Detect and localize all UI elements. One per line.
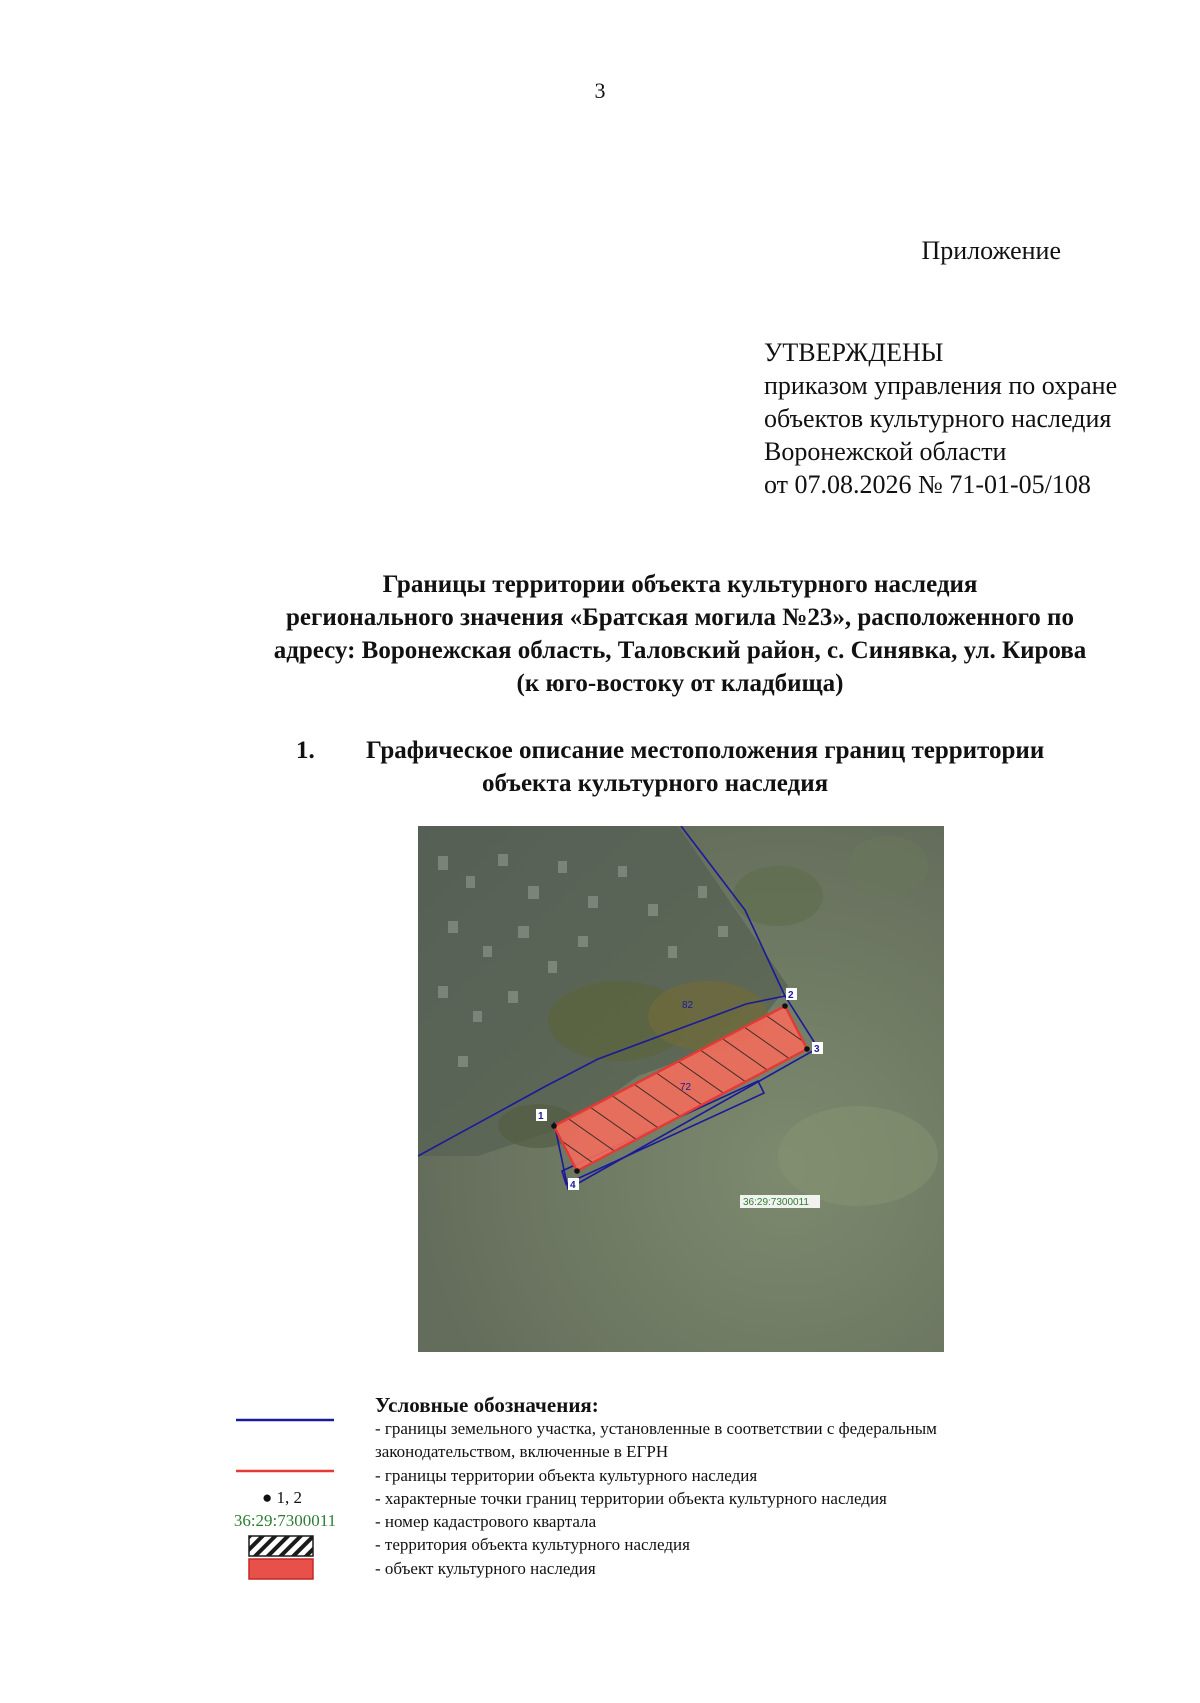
legend-object-text: - объект культурного наследия	[375, 1559, 596, 1578]
section-number: 1.	[296, 737, 315, 764]
cadastral-quarter-label: 36:29:7300011	[743, 1197, 809, 1208]
page-number: 3	[594, 78, 606, 103]
section-title-line: Графическое описание местоположения границ территории	[366, 737, 1045, 764]
legend-territory-text: - территория объекта культурного наследия	[375, 1535, 690, 1554]
legend-cadastral-text: - номер кадастрового квартала	[375, 1512, 597, 1531]
point-label-2: 2	[788, 990, 794, 1001]
legend-land-boundary-symbol	[236, 1417, 334, 1423]
appendix-label: Приложение	[921, 236, 1061, 265]
section-title-line: объекта культурного наследия	[482, 770, 829, 797]
legend-title: Условные обозначения:	[375, 1393, 599, 1417]
approval-heading: УТВЕРЖДЕНЫ	[764, 338, 944, 367]
legend-land-boundary-text: - границы земельного участка, установленные в соответствии с федеральным	[375, 1419, 937, 1438]
approval-block	[764, 336, 1117, 501]
approval-date-number: от 07.08.2026 № 71-01-05/108	[764, 470, 1091, 499]
legend-cadastral-symbol: 36:29:7300011	[233, 1511, 337, 1530]
boundary-map	[418, 826, 944, 1352]
title-line: (к юго-востоку от кладбища)	[516, 670, 844, 697]
legend-object-symbol	[248, 1558, 314, 1580]
legend-points-symbol: ● 1, 2	[261, 1488, 303, 1507]
map-image	[418, 826, 944, 1352]
title-line: Границы территории объекта культурного наследия	[382, 571, 978, 598]
legend-heritage-boundary-text: - границы территории объекта культурного наследия	[375, 1466, 758, 1485]
parcel-label: 82	[682, 1000, 694, 1011]
approval-line: Воронежской области	[764, 437, 1007, 466]
title-line: регионального значения «Братская могила №23», расположенного по	[286, 604, 1074, 631]
approval-line: объектов культурного наследия	[764, 404, 1112, 433]
point-label-4: 4	[570, 1180, 576, 1191]
approval-line: приказом управления по охране	[764, 371, 1118, 400]
point-label-3: 3	[814, 1044, 820, 1055]
legend-points-text: - характерные точки границ территории объекта культурного наследия	[375, 1489, 887, 1508]
legend-land-boundary-text: законодательством, включенные в ЕГРН	[375, 1442, 669, 1461]
point-label-1: 1	[538, 1111, 544, 1122]
legend-territory-symbol	[248, 1535, 314, 1557]
legend-heritage-boundary-symbol	[236, 1468, 334, 1474]
title-line: адресу: Воронежская область, Таловский район, с. Синявка, ул. Кирова	[273, 637, 1087, 664]
document-title	[200, 568, 1160, 700]
parcel-label: 72	[680, 1082, 692, 1093]
